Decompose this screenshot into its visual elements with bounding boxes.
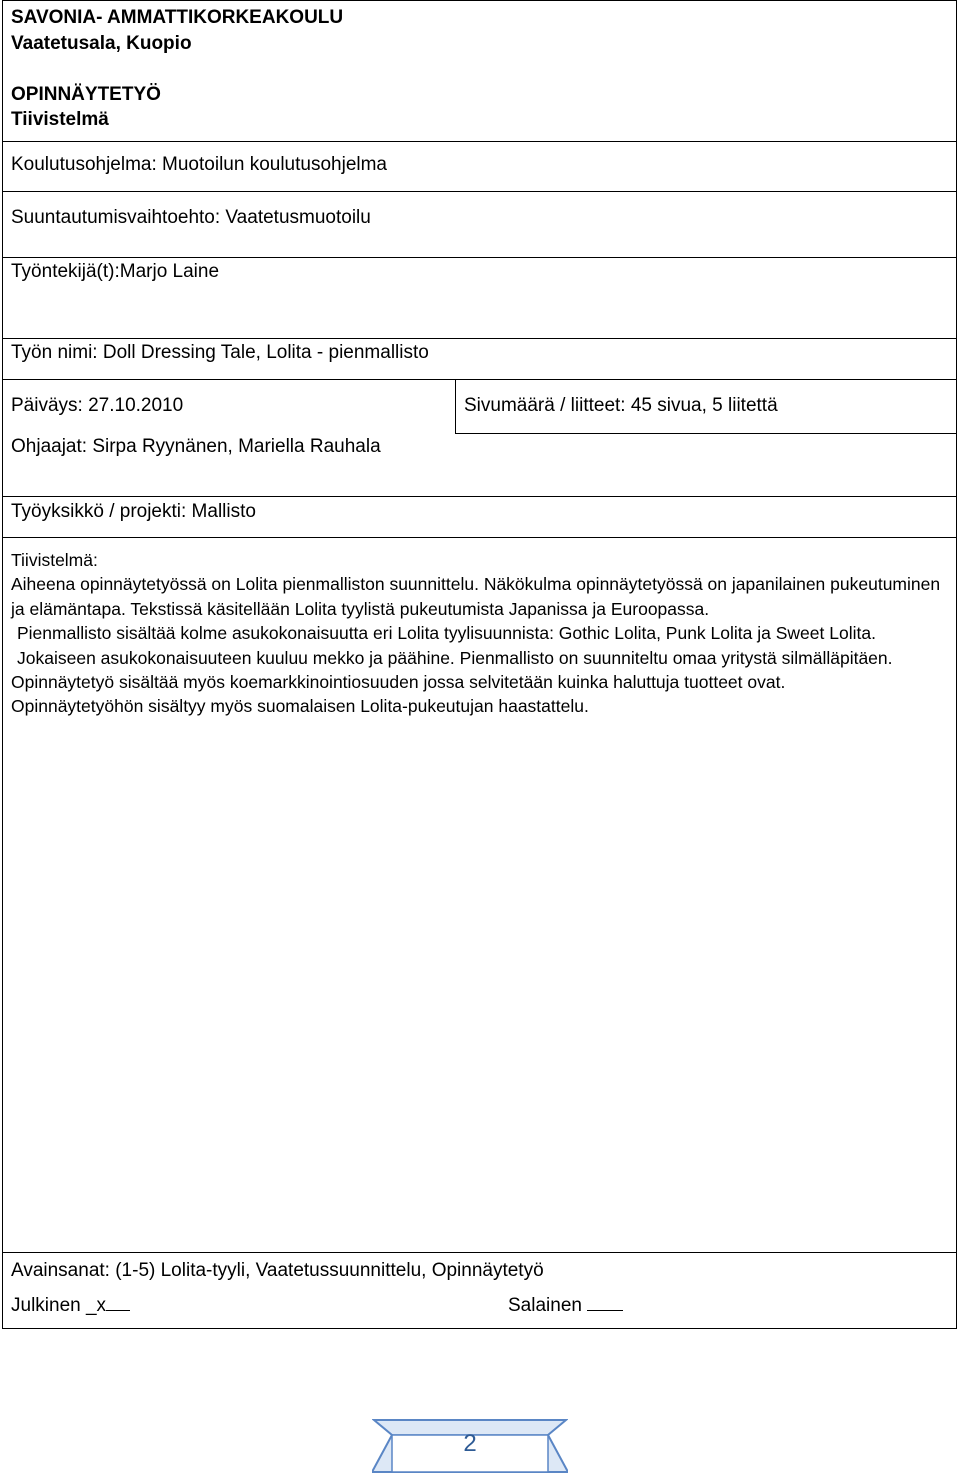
thesis-abstract-form [2,0,957,1329]
abstract-section [11,548,946,719]
school-name: SAVONIA- AMMATTIKORKEAKOULU [11,7,344,28]
page-number-badge [372,1418,568,1474]
secret-field [508,1292,623,1317]
abstract-heading: Tiivistelmä: [11,550,98,570]
divider [3,191,956,192]
divider [3,379,956,380]
date-field: Päiväys: 27.10.2010 [11,395,184,416]
secret-blank-line [587,1292,623,1311]
divider [3,496,956,497]
public-blank-line [106,1292,130,1311]
document-type: OPINNÄYTETYÖ [11,84,161,105]
abstract-paragraph: Pienmallisto sisältää kolme asukokonaisuutta eri Lolita tyylisuunnista: Gothic Lolita, Punk Lolita ja Sweet Lolita. Jokaiseen asukokonaisuuteen kuuluu mekko ja päähine. Pienmallisto on suunniteltu omaa yritystä silmälläpitäen. [17,623,893,668]
divider [455,433,956,434]
keywords-field: Avainsanat: (1-5) Lolita-tyyli, Vaatetussuunnittelu, Opinnäytetyö [11,1260,544,1281]
abstract-paragraph: Aiheena opinnäytetyössä on Lolita pienmalliston suunnittelu. Näkökulma opinnäytetyössä on japanilainen pukeutuminen ja elämäntapa. Tekstissä käsitellään Lolita tyylistä pukeutumista Japanissa ja Euroopassa. [11,574,941,619]
divider [3,1252,956,1253]
work-title-field: Työn nimi: Doll Dressing Tale, Lolita - pienmallisto [11,342,429,363]
authors-field: Työntekijä(t):Marjo Laine [11,261,220,282]
unit-name: Vaatetusala, Kuopio [11,33,192,54]
divider [3,257,956,258]
specialisation-field: Suuntautumisvaihtoehto: Vaatetusmuotoilu [11,207,371,228]
divider [3,537,956,538]
supervisors-field: Ohjaajat: Sirpa Ryynänen, Mariella Rauhala [11,436,381,457]
document-subtitle: Tiivistelmä [11,109,109,130]
abstract-paragraph: Opinnäytetyöhön sisältyy myös suomalaisen Lolita-pukeutujan haastattelu. [11,696,589,717]
pages-field: Sivumäärä / liitteet: 45 sivua, 5 liitettä [464,395,778,416]
work-unit-field: Työyksikkö / projekti: Mallisto [11,501,256,522]
divider [3,338,956,339]
public-field [11,1292,130,1317]
divider [455,379,456,433]
abstract-paragraph: Opinnäytetyö sisältää myös koemarkkinointiosuuden jossa selvitetään kuinka haluttuja tuotteet ovat. [11,672,786,693]
secret-label: Salainen [508,1295,582,1316]
programme-field: Koulutusohjelma: Muotoilun koulutusohjelma [11,154,388,175]
public-label: Julkinen _x [11,1295,107,1316]
page-number: 2 [463,1430,477,1457]
divider [3,141,956,142]
